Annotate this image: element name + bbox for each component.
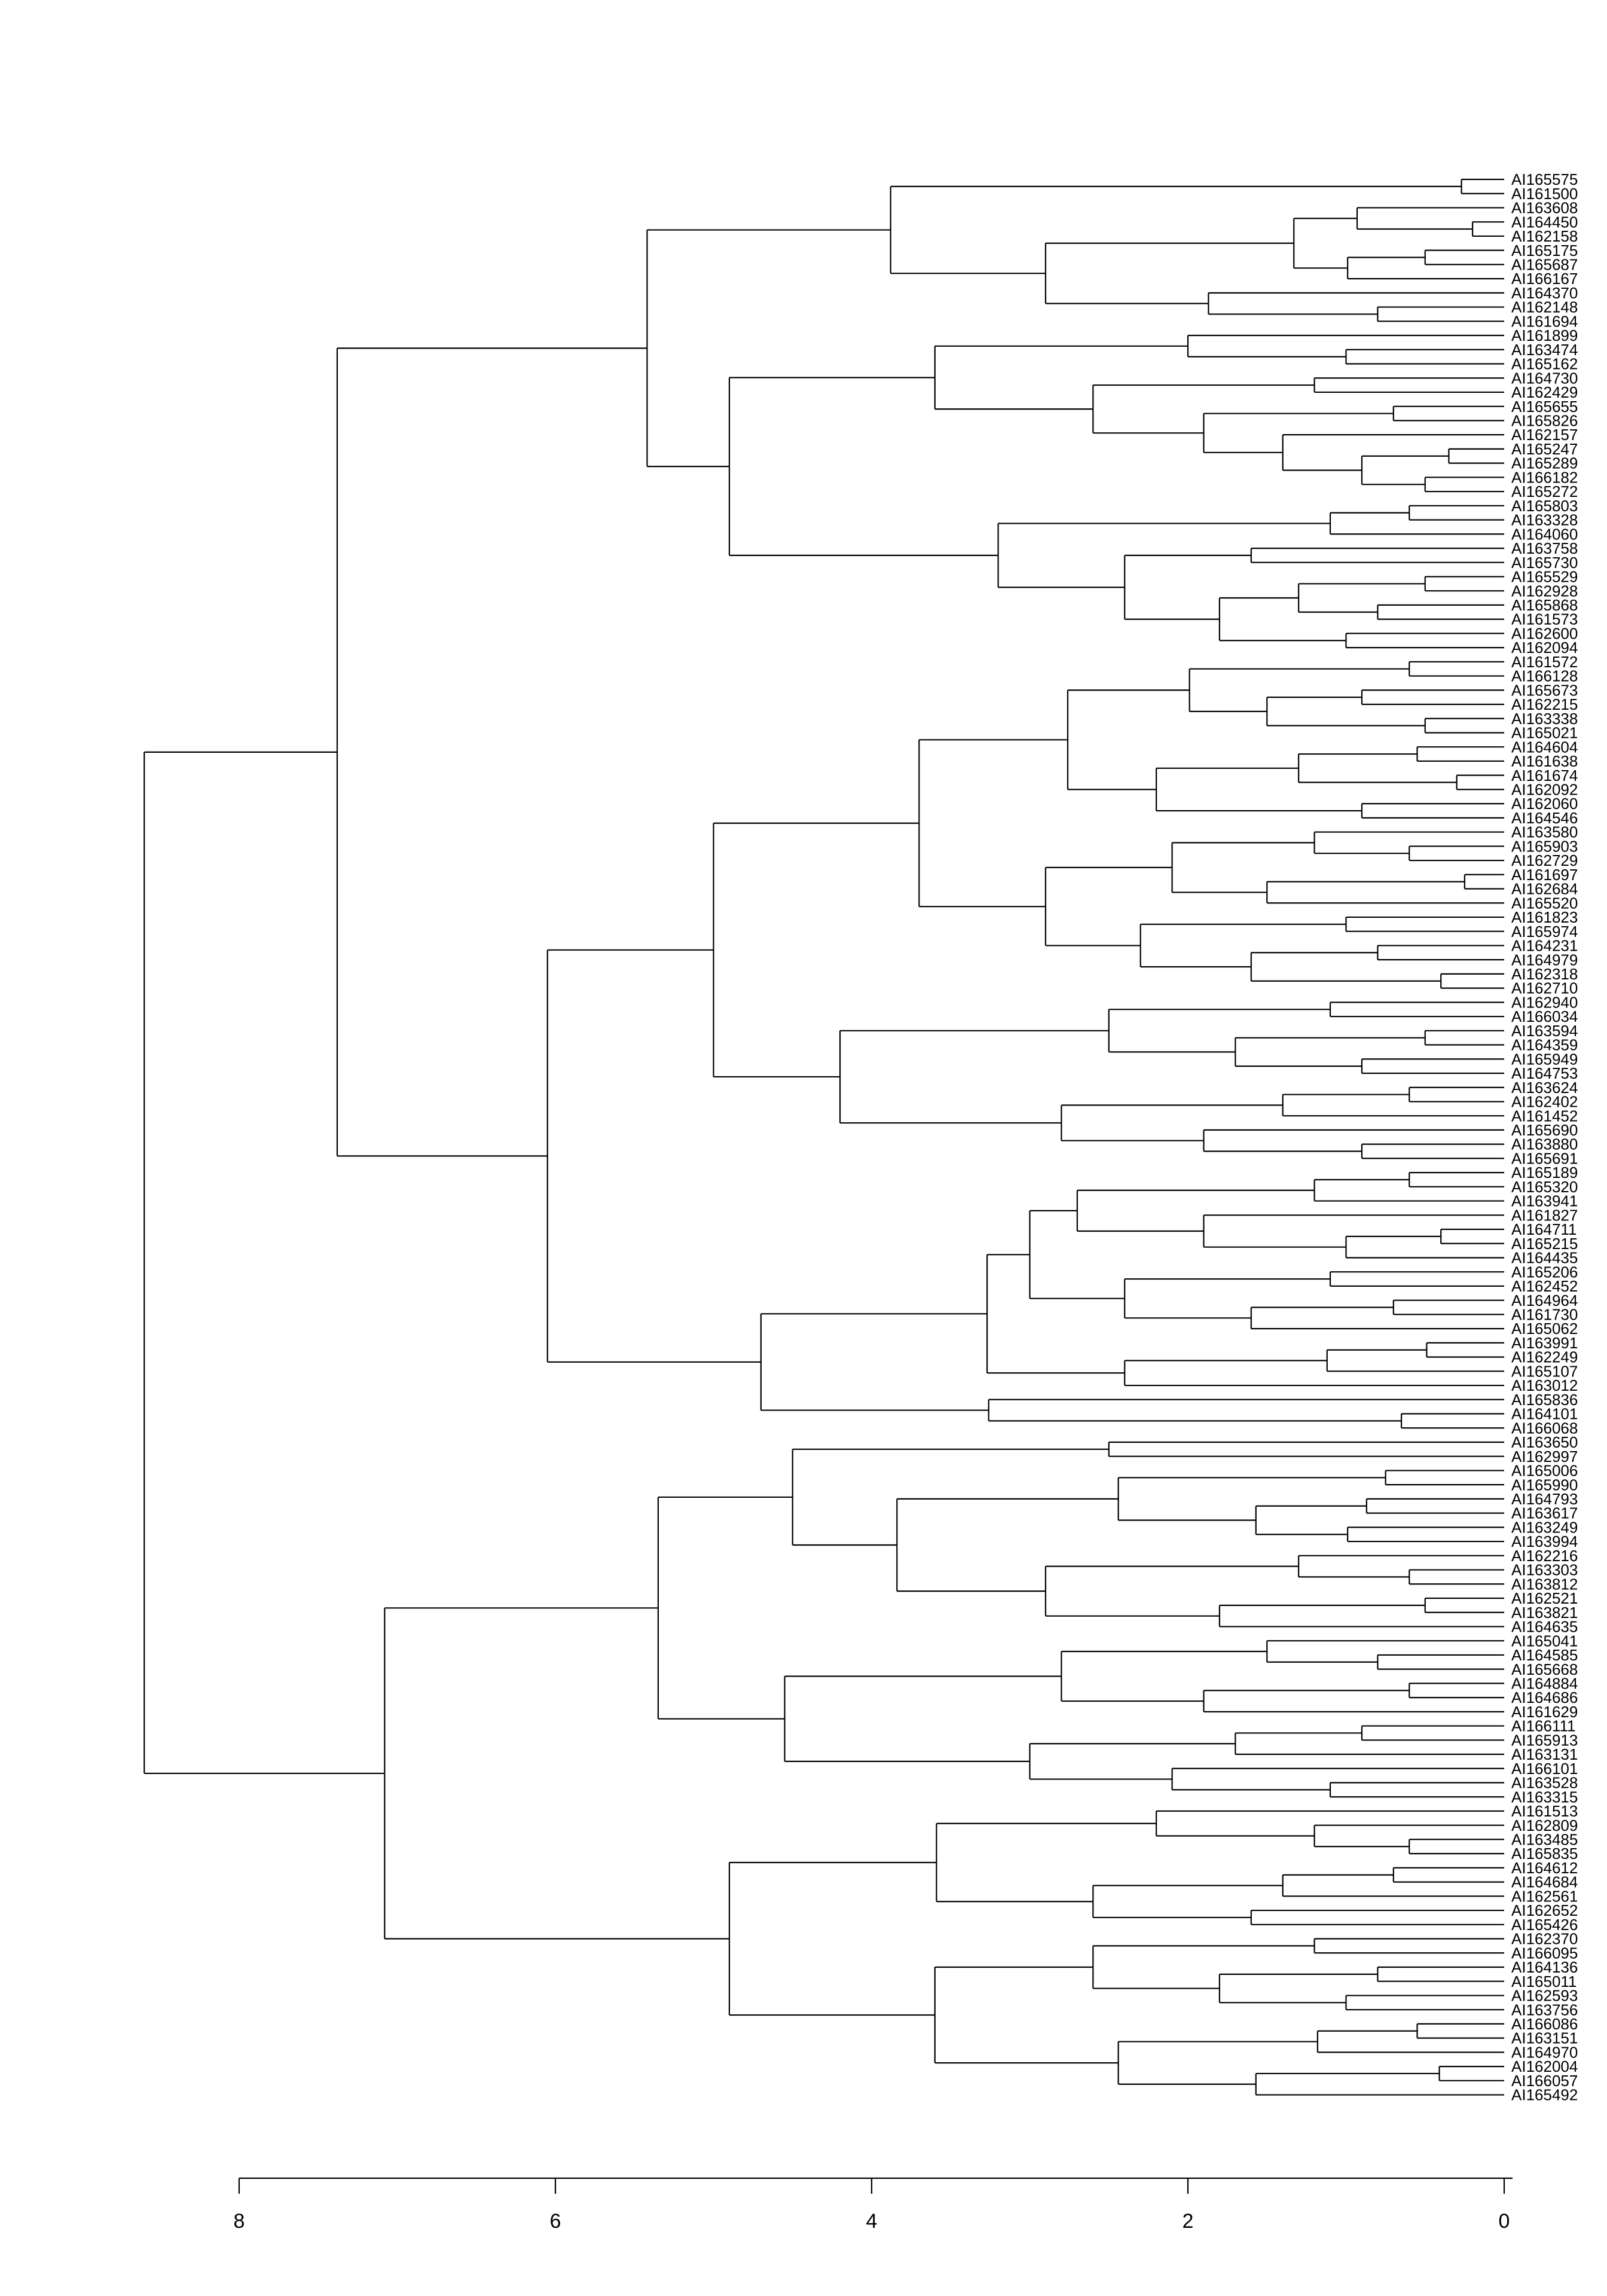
leaf-label: AI166182	[1511, 468, 1578, 487]
leaf-label: AI165673	[1511, 681, 1578, 700]
leaf-label: AI166095	[1511, 1944, 1578, 1962]
leaf-label: AI165913	[1511, 1731, 1578, 1750]
leaf-label: AI165974	[1511, 922, 1578, 941]
leaf-label: AI165690	[1511, 1121, 1578, 1140]
leaf-label: AI165426	[1511, 1915, 1578, 1934]
leaf-label: AI165215	[1511, 1234, 1578, 1253]
leaf-label: AI162652	[1511, 1901, 1578, 1920]
leaf-label: AI164979	[1511, 951, 1578, 969]
leaf-label: AI161500	[1511, 184, 1578, 203]
leaf-label: AI161572	[1511, 652, 1578, 671]
leaf-label: AI163131	[1511, 1745, 1578, 1764]
leaf-label: AI161697	[1511, 865, 1578, 884]
leaf-label: AI164136	[1511, 1958, 1578, 1977]
leaf-label: AI165021	[1511, 723, 1578, 742]
leaf-label: AI165162	[1511, 355, 1578, 373]
leaf-label: AI163880	[1511, 1135, 1578, 1153]
leaf-label: AI165492	[1511, 2086, 1578, 2104]
leaf-label: AI164884	[1511, 1674, 1578, 1693]
leaf-label: AI163650	[1511, 1433, 1578, 1452]
leaf-label: AI165826	[1511, 411, 1578, 430]
leaf-label: AI161899	[1511, 326, 1578, 345]
leaf-label: AI164753	[1511, 1064, 1578, 1083]
leaf-label: AI164370	[1511, 283, 1578, 302]
leaf-label: AI162004	[1511, 2057, 1578, 2076]
leaf-label: AI166111	[1511, 1717, 1576, 1735]
axis-tick-label: 6	[549, 2210, 561, 2233]
leaf-label: AI163151	[1511, 2029, 1578, 2047]
leaf-label: AI165107	[1511, 1362, 1578, 1381]
leaf-label: AI163994	[1511, 1532, 1578, 1551]
leaf-label: AI163821	[1511, 1603, 1578, 1622]
leaf-label: AI162452	[1511, 1277, 1578, 1296]
axis-tick-label: 8	[233, 2210, 245, 2233]
leaf-label: AI164450	[1511, 213, 1578, 231]
axis-tick-label: 4	[866, 2210, 878, 2233]
leaf-label: AI165041	[1511, 1632, 1578, 1650]
leaf-label: AI162060	[1511, 795, 1578, 813]
leaf-label: AI162940	[1511, 993, 1578, 1012]
leaf-label: AI166034	[1511, 1007, 1578, 1026]
leaf-label: AI162809	[1511, 1816, 1578, 1834]
leaf-label: AI163249	[1511, 1518, 1578, 1537]
leaf-label: AI164435	[1511, 1248, 1578, 1267]
leaf-label: AI161573	[1511, 610, 1578, 628]
leaf-label: AI165691	[1511, 1149, 1578, 1168]
leaf-label: AI165247	[1511, 439, 1578, 458]
leaf-label: AI162600	[1511, 624, 1578, 643]
leaf-label: AI163338	[1511, 709, 1578, 728]
leaf-label: AI165655	[1511, 397, 1578, 416]
leaf-label: AI165011	[1511, 1972, 1577, 1990]
leaf-label: AI161730	[1511, 1305, 1578, 1324]
leaf-label: AI162997	[1511, 1447, 1578, 1465]
leaf-label: AI164970	[1511, 2043, 1578, 2062]
leaf-label: AI162402	[1511, 1092, 1578, 1111]
leaf-label: AI161823	[1511, 908, 1578, 927]
leaf-label: AI163485	[1511, 1830, 1578, 1849]
leaf-label: AI164101	[1511, 1405, 1578, 1423]
leaf-label: AI164730	[1511, 369, 1578, 387]
leaf-label: AI163474	[1511, 340, 1578, 359]
leaf-label: AI161694	[1511, 312, 1578, 331]
leaf-label: AI164585	[1511, 1646, 1578, 1665]
leaf-label: AI165836	[1511, 1390, 1578, 1409]
axis-tick-label: 0	[1498, 2210, 1510, 2233]
leaf-label: AI162928	[1511, 582, 1578, 600]
leaf-label: AI163608	[1511, 199, 1578, 217]
leaf-label: AI165990	[1511, 1476, 1578, 1494]
leaf-label: AI164359	[1511, 1036, 1578, 1054]
leaf-label: AI161674	[1511, 766, 1578, 784]
leaf-label: AI163594	[1511, 1021, 1578, 1040]
leaf-label: AI165272	[1511, 483, 1578, 501]
leaf-label: AI164793	[1511, 1489, 1578, 1508]
leaf-label: AI163624	[1511, 1078, 1578, 1097]
leaf-label: AI165803	[1511, 496, 1578, 515]
leaf-label: AI163303	[1511, 1561, 1578, 1579]
leaf-label: AI164604	[1511, 738, 1578, 756]
leaf-label: AI166167	[1511, 270, 1578, 288]
leaf-label: AI163528	[1511, 1773, 1578, 1792]
leaf-label: AI162593	[1511, 1986, 1578, 2005]
leaf-label: AI165903	[1511, 837, 1578, 856]
leaf-label: AI165320	[1511, 1177, 1578, 1196]
leaf-label: AI161629	[1511, 1702, 1578, 1721]
leaf-label: AI165189	[1511, 1164, 1578, 1182]
leaf-label: AI165687	[1511, 255, 1578, 274]
leaf-label: AI162092	[1511, 780, 1578, 799]
leaf-label: AI162521	[1511, 1589, 1578, 1608]
leaf-label: AI165206	[1511, 1263, 1578, 1281]
leaf-label: AI162158	[1511, 227, 1578, 246]
leaf-label: AI166128	[1511, 667, 1578, 685]
leaf-label: AI162710	[1511, 979, 1578, 997]
leaf-label: AI162684	[1511, 880, 1578, 898]
leaf-label: AI163617	[1511, 1504, 1578, 1522]
leaf-label: AI165949	[1511, 1050, 1578, 1068]
leaf-label: AI165062	[1511, 1320, 1578, 1338]
leaf-label: AI161827	[1511, 1206, 1578, 1225]
leaf-label: AI165520	[1511, 894, 1578, 912]
leaf-label: AI163315	[1511, 1788, 1578, 1806]
leaf-label: AI163812	[1511, 1575, 1578, 1593]
leaf-label: AI162429	[1511, 383, 1578, 402]
leaf-label: AI166068	[1511, 1419, 1578, 1437]
leaf-label: AI162370	[1511, 1929, 1578, 1948]
leaf-label: AI164231	[1511, 936, 1578, 955]
leaf-label: AI162216	[1511, 1546, 1578, 1565]
leaf-label: AI163941	[1511, 1192, 1578, 1210]
leaf-label: AI162318	[1511, 964, 1578, 983]
leaf-label: AI162215	[1511, 695, 1578, 714]
leaf-label: AI164686	[1511, 1689, 1578, 1707]
leaf-label: AI164711	[1511, 1220, 1577, 1239]
axis-tick-label: 2	[1182, 2210, 1194, 2233]
leaf-label: AI162094	[1511, 639, 1578, 657]
leaf-label: AI166101	[1511, 1759, 1578, 1778]
leaf-label: AI163580	[1511, 823, 1578, 841]
leaf-label: AI163012	[1511, 1376, 1578, 1395]
leaf-label: AI165289	[1511, 454, 1578, 472]
leaf-label: AI165835	[1511, 1845, 1578, 1863]
leaf-label: AI163756	[1511, 2001, 1578, 2019]
leaf-label: AI164964	[1511, 1291, 1578, 1309]
leaf-label: AI162561	[1511, 1887, 1578, 1906]
leaf-label: AI164635	[1511, 1617, 1578, 1636]
leaf-label: AI165668	[1511, 1660, 1578, 1678]
leaf-label: AI164612	[1511, 1858, 1578, 1877]
leaf-label: AI165006	[1511, 1461, 1578, 1480]
leaf-label: AI162249	[1511, 1348, 1578, 1366]
leaf-label: AI165529	[1511, 567, 1578, 586]
leaf-label: AI161638	[1511, 752, 1578, 771]
leaf-label: AI165730	[1511, 553, 1578, 572]
leaf-label: AI164684	[1511, 1873, 1578, 1891]
leaf-label: AI165575	[1511, 170, 1578, 189]
leaf-label: AI162729	[1511, 851, 1578, 870]
leaf-label: AI164060	[1511, 525, 1578, 544]
leaf-label: AI162148	[1511, 298, 1578, 316]
leaf-label: AI163328	[1511, 511, 1578, 529]
leaf-label: AI166086	[1511, 2015, 1578, 2033]
leaf-label: AI162157	[1511, 426, 1578, 444]
leaf-label: AI166057	[1511, 2071, 1578, 2090]
leaf-label: AI161513	[1511, 1802, 1578, 1821]
leaf-label: AI163991	[1511, 1333, 1578, 1352]
leaf-label: AI164546	[1511, 808, 1578, 827]
leaf-label: AI165175	[1511, 241, 1578, 259]
leaf-label: AI165868	[1511, 596, 1578, 614]
leaf-label: AI161452	[1511, 1107, 1578, 1125]
leaf-label: AI163758	[1511, 539, 1578, 558]
